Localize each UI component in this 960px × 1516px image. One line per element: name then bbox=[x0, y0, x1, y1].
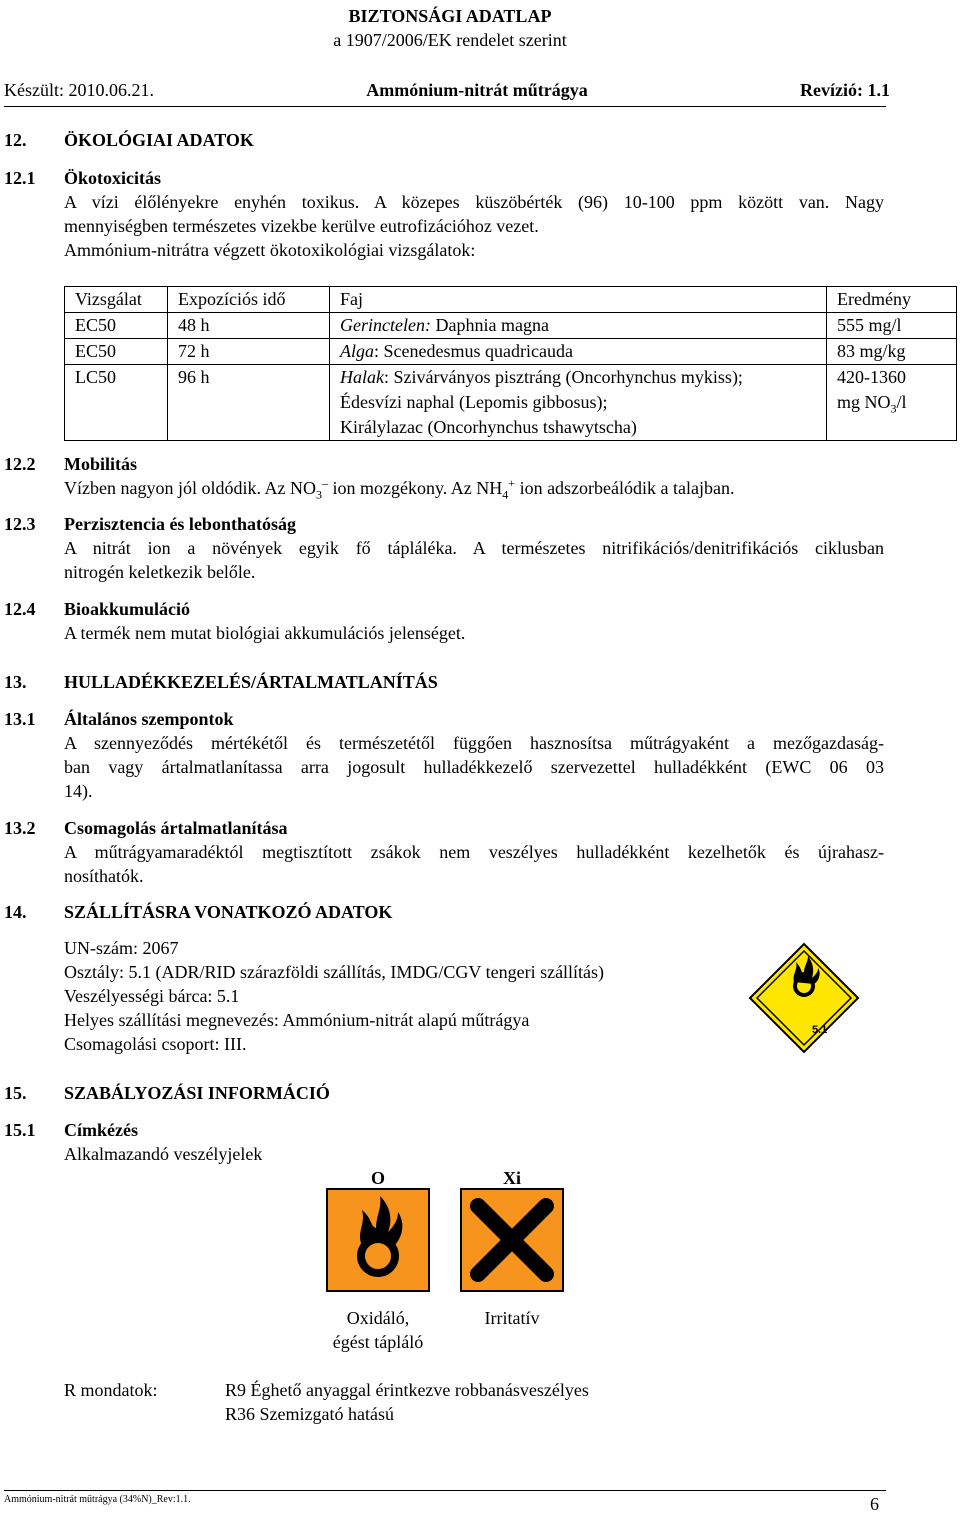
document-title: BIZTONSÁGI ADATLAP bbox=[348, 6, 552, 26]
page-number: 6 bbox=[870, 1494, 879, 1514]
table-header: Faj bbox=[330, 287, 827, 313]
persistence-text: A nitrát ion a növények egyik fő tápláléka. A természetes nitrifikációs/denitrifikációs ciklusban nitrogén keletkezik belőle. bbox=[64, 538, 884, 582]
table-cell: 48 h bbox=[168, 313, 330, 339]
section-15-1-heading: 15.1 Címkézés bbox=[4, 1120, 138, 1140]
table-header: Vizsgálat bbox=[65, 287, 168, 313]
symbol-code-xi: Xi bbox=[503, 1168, 521, 1188]
hazard-symbols-intro: Alkalmazandó veszélyjelek bbox=[64, 1144, 263, 1164]
r-phrases-label: R mondatok: bbox=[64, 1380, 158, 1400]
ecotoxicity-text: A vízi élőlényekre enyhén toxikus. A közepes küszöbérték (96) 10-100 ppm között van. Nagy mennyiségben természetes vizekbe kerülve eutrofizációhoz vezet. Ammónium-nitrátra végzett ökotoxikológiai vizsgálatok: bbox=[64, 192, 884, 260]
created-date: Készült: 2010.06.21. bbox=[4, 80, 154, 100]
table-cell: 96 h bbox=[168, 365, 330, 441]
table-header: Eredmény bbox=[827, 287, 957, 313]
table-cell: 555 mg/l bbox=[827, 313, 957, 339]
section-15-heading: 15. SZABÁLYOZÁSI INFORMÁCIÓ bbox=[4, 1083, 330, 1103]
table-cell: 420-1360 mg $NO_3/l$ bbox=[827, 365, 957, 441]
table-cell: Alga: Scenedesmus quadricauda bbox=[330, 339, 827, 365]
irritant-symbol-icon bbox=[460, 1188, 564, 1292]
symbol-code-o: O bbox=[370, 1168, 385, 1188]
ecotox-table bbox=[64, 286, 957, 441]
bioaccumulation-text: A termék nem mutat biológiai akkumulációs jelenséget. bbox=[64, 623, 466, 643]
transport-info: UN-szám: 2067 Osztály: 5.1 (ADR/RID szárazföldi szállítás, IMDG/CGV tengeri szállítás) Veszélyességi bárca: 5.1 Helyes szállítási megnevezés: Ammónium-nitrát alapú műtrágya Csomagolási csoport: III. bbox=[64, 938, 605, 1054]
table-cell: LC50 bbox=[65, 365, 168, 441]
r-phrase: R36 Szemizgató hatású bbox=[225, 1404, 394, 1424]
table-cell: 72 h bbox=[168, 339, 330, 365]
table-row bbox=[65, 313, 957, 339]
symbol-caption-xi: Irritatív bbox=[484, 1308, 540, 1328]
symbol-caption-o: Oxidáló, égést tápláló bbox=[332, 1308, 424, 1352]
section-12-1-heading: 12.1 Ökotoxicitás bbox=[4, 168, 161, 188]
table-header-row bbox=[65, 287, 957, 313]
adr-5-1-label-icon bbox=[748, 942, 860, 1054]
table-header: Expozíciós idő bbox=[168, 287, 330, 313]
oxidizing-symbol-icon bbox=[326, 1188, 430, 1292]
section-12-heading: 12. ÖKOLÓGIAI ADATOK bbox=[4, 130, 254, 150]
section-12-3-heading: 12.3 Perzisztencia és lebonthatóság bbox=[4, 514, 296, 534]
header-divider bbox=[4, 106, 886, 107]
general-disposal-text: A szennyeződés mértékétől és természetétől függően hasznosítsa műtrágyaként a mezőgazdaság- ban vagy ártalmatlanítassa arra jogosult hulladékkezelő szervezettel hulladékként (EWC 06 03 14). bbox=[64, 733, 884, 801]
table-cell: Halak: Szivárványos pisztráng (Oncorhynchus mykiss); Édesvízi naphal (Lepomis gibbosus); Királylazac (Oncorhynchus tshawytscha) bbox=[330, 365, 827, 441]
section-12-2-heading: 12.2 Mobilitás bbox=[4, 454, 138, 474]
table-cell: EC50 bbox=[65, 313, 168, 339]
packaging-disposal-text: A műtrágyamaradéktól megtisztított zsákok nem veszélyes hulladékként kezelhetők és újrahasz- nosíthatók. bbox=[64, 842, 884, 886]
section-13-heading: 13. HULLADÉKKEZELÉS/ÁRTALMATLANÍTÁS bbox=[4, 672, 438, 692]
revision: Revízió: 1.1 bbox=[800, 80, 890, 100]
table-cell: 83 mg/kg bbox=[827, 339, 957, 365]
table-row bbox=[65, 365, 957, 441]
section-13-2-heading: 13.2 Csomagolás ártalmatlanítása bbox=[4, 818, 288, 838]
mobility-text: Vízben nagyon jól oldódik. Az $NO_3^-$ ion mozgékony. Az $NH_4^+$ ion adszorbeálódik a talajban. bbox=[64, 476, 735, 502]
section-14-heading: 14. SZÁLLÍTÁSRA VONATKOZÓ ADATOK bbox=[4, 902, 393, 922]
section-12-4-heading: 12.4 Bioakkumuláció bbox=[4, 599, 191, 619]
footer-doc-name: Ammónium-nitrát műtrágya (34%N)_Rev:1.1. bbox=[4, 1494, 191, 1505]
table-cell: EC50 bbox=[65, 339, 168, 365]
svg-text:5.1: 5.1 bbox=[812, 1024, 828, 1036]
footer-divider bbox=[4, 1490, 886, 1491]
r-phrase: R9 Éghető anyaggal érintkezve robbanásveszélyes bbox=[225, 1380, 589, 1400]
document-subtitle: a 1907/2006/EK rendelet szerint bbox=[333, 30, 567, 50]
product-name: Ammónium-nitrát műtrágya bbox=[366, 80, 588, 100]
header-row bbox=[4, 78, 890, 102]
table-row bbox=[65, 339, 957, 365]
table-cell: Gerinctelen: Daphnia magna bbox=[330, 313, 827, 339]
section-13-1-heading: 13.1 Általános szempontok bbox=[4, 709, 234, 729]
